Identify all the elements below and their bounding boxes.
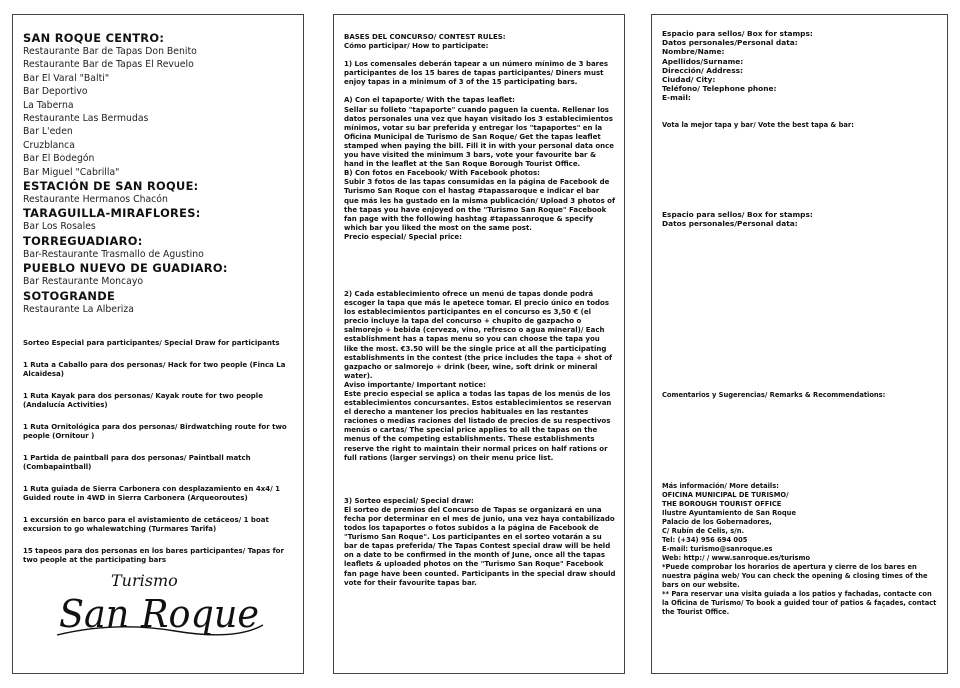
prize-item: 1 Ruta Ornitológica para dos personas/ Birdwatching route for two people (Ornitour ) bbox=[23, 423, 287, 441]
rule-3-body: El sorteo de premios del Concurso de Tapas se organizará en una fecha por determinar en el mes de junio, una vez haya contabilizado todos los tapaportes o fotos subidos a la página de Facebook de "Turismo San Roque". Los participantes en el sorteo votarán a su bar de tapas preferida/ The Tapas Contest special draw will be held on a date to be confirmed in the month of June, once all the tapas leaflets & uploaded photos on the "Turismo San Roque" Facebook fan page have been counted. Participants in the special draw should vote for their favourite tapas bar. bbox=[344, 505, 616, 587]
venue-item: Cruzblanca bbox=[23, 139, 75, 151]
rule-b-title: B) Con fotos en Facebook/ With Facebook photos: bbox=[344, 169, 540, 178]
info-line: C/ Rubín de Celis, s/n. bbox=[662, 527, 745, 536]
field-city-label: Ciudad/ City: bbox=[662, 75, 716, 85]
logo-san-roque-text: San Roque bbox=[59, 592, 259, 636]
venue-item: Restaurante Bar de Tapas El Revuelo bbox=[23, 59, 194, 71]
form-middle bbox=[662, 210, 939, 228]
rules-header: BASES DEL CONCURSO/ CONTEST RULES: bbox=[344, 33, 506, 41]
personal-data-label: Datos personales/Personal data: bbox=[662, 38, 798, 48]
venue-item: Bar Deportivo bbox=[23, 86, 88, 98]
field-name-label: Nombre/Name: bbox=[662, 47, 725, 57]
section-heading: ESTACIÓN DE SAN ROQUE: bbox=[23, 179, 199, 194]
field-email-label: E-mail: bbox=[662, 93, 691, 103]
section-heading: SAN ROQUE CENTRO: bbox=[23, 31, 165, 45]
venue-item: Restaurante Hermanos Chacón bbox=[23, 194, 168, 206]
rule-b-body: Subir 3 fotos de las tapas consumidas en la página de Facebook de Turismo San Roque con el hastag #tapassaroque e indicar el bar que más les ha gustado en la misma publicación/ Upload 3 photos of the tapas you have enjoyed on the "Turismo San Roque" Facebook fan page with the following hashtag #tapassanroque & specify which bar you liked the most on the same post. bbox=[344, 178, 616, 232]
field-address-label: Dirección/ Address: bbox=[662, 65, 743, 75]
section-heading: TARAGUILLA-MIRAFLORES: bbox=[23, 206, 201, 221]
logo-turismo-text: Turismo bbox=[111, 571, 178, 590]
contact-info bbox=[662, 482, 939, 617]
rule-a-title: A) Con el tapaporte/ With the tapas leaflet: bbox=[344, 96, 515, 105]
venue-item: Bar L'eden bbox=[23, 126, 73, 138]
venue-item: Restaurante La Alberiza bbox=[23, 303, 134, 315]
form-top bbox=[662, 29, 939, 103]
venue-item: La Taberna bbox=[23, 99, 74, 111]
venue-item: Restaurante Bar de Tapas Don Benito bbox=[23, 46, 197, 57]
info-line: E-mail: turismo@sanroque.es bbox=[662, 545, 773, 554]
rule-3-title: 3) Sorteo especial/ Special draw: bbox=[344, 496, 474, 505]
draw-title: Sorteo Especial para participantes/ Special Draw for participants bbox=[23, 339, 280, 348]
venues-panel bbox=[12, 14, 304, 674]
rules-text bbox=[344, 33, 616, 588]
section-heading: SOTOGRANDE bbox=[23, 288, 116, 303]
rule-2: 2) Cada establecimiento ofrece un menú de tapas donde podrá escoger la tapa que más le apetece tomar. El precio único en todos los establecimientos participantes en el concurso es 3,50 € (el precio incluye la tapa del concurso + chupito de gazpacho o salmorejo + bebida (cerveza, vino, refresco o agua mineral)/ Each establishment has a tapas menu so you can choose the tapa you like the most. €3.50 will be the single price at all the participating establishments in the contest (the price includes the tapa + shot of gazpacho or salmorejo + drink (beer, wine, soft drink or mineral water). bbox=[344, 289, 613, 380]
venue-item: Bar El Bodegón bbox=[23, 153, 95, 165]
prize-item: 1 Partida de paintball para dos personas/ Paintball match (Combapaintball) bbox=[23, 454, 251, 472]
rule-a-body: Sellar su folleto "tapaporte" cuando paguen la cuenta. Rellenar los datos personales una vez que hayan visitado los 3 establecimientos mínimos, votar su bar preferida y entregar los "tapaportes" en la Oficina Municipal de Turismo de San Roque/ Get the tapas leaflet stamped when paying the bill. Fill it in with your personal data once you have visited the minimum 3 bars, vote your favourite bar & hand in the leaflet at the San Roque Borough Tourist Office. bbox=[344, 105, 615, 169]
stamps-label: Espacio para sellos/ Box for stamps: bbox=[662, 29, 813, 38]
info-line: Web: http:/ / www.sanroque.es/turismo bbox=[662, 554, 811, 563]
info-line: Palacio de los Gobernadores, bbox=[662, 518, 772, 527]
rule-1: 1) Los comensales deberán tapear a un número mínimo de 3 bares participantes de los 15 bares de tapas participantes/ Diners must enjoy tapas in a minimum of 3 of the 15 participating bars. bbox=[344, 60, 609, 87]
venue-item: Restaurante Las Bermudas bbox=[23, 113, 149, 125]
notice-body: Este precio especial se aplica a todas las tapas de los menús de los establecimientos concursantes. Estos establecimientos se reservan el derecho a mantener los precios habituales en las restantes raciones o medias raciones del listado de precios de su respectivos menús o cartas/ The special price applies to all the tapas on the menus of the competing establishments. These establishments reserve the right to maintain their normal prices on half rations or full rations (larger servings) on their menu price list. bbox=[344, 390, 612, 462]
prize-item: 1 Ruta a Caballo para dos personas/ Hack for two people (Finca La Alcaidesa) bbox=[23, 361, 286, 379]
prize-item: 1 Ruta Kayak para dos personas/ Kayak route for two people (Andalucía Activities) bbox=[23, 392, 263, 410]
price-label: Precio especial/ Special price: bbox=[344, 232, 462, 241]
prize-item: 15 tapeos para dos personas en los bares participantes/ Tapas for two people at the participating bars bbox=[23, 547, 284, 565]
field-surname-label: Apellidos/Surname: bbox=[662, 56, 744, 66]
venue-list bbox=[23, 31, 295, 316]
vote-label: Vota la mejor tapa y bar/ Vote the best tapa & bar: bbox=[662, 120, 854, 129]
form-panel bbox=[651, 14, 948, 674]
field-phone-label: Teléfono/ Telephone phone: bbox=[662, 84, 777, 94]
note-opening-times: *Puede comprobar los horarios de apertura y cierre de los bares en nuestra página web/ You can check the opening & closing times of the bars on our website. bbox=[662, 563, 928, 590]
notice-title: Aviso importante/ Important notice: bbox=[344, 380, 486, 389]
info-line: Ilustre Ayuntamiento de San Roque bbox=[662, 509, 796, 518]
info-line: THE BOROUGH TOURIST OFFICE bbox=[662, 500, 782, 509]
turismo-san-roque-logo bbox=[55, 559, 265, 643]
venue-item: Bar Miguel "Cabrilla" bbox=[23, 166, 120, 178]
note-guided-tour: ** Para reservar una visita guiada a los patios y fachadas, contacte con la Oficina de Turismo/ To book a guided tour of patios & façades, contact the Tourist Office. bbox=[662, 590, 937, 617]
info-line: OFICINA MUNICIPAL DE TURISMO/ bbox=[662, 491, 789, 500]
comments-label: Comentarios y Sugerencias/ Remarks & Recommendations: bbox=[662, 391, 886, 400]
section-heading: PUEBLO NUEVO DE GUADIARO: bbox=[23, 261, 228, 276]
section-heading: TORREGUADIARO: bbox=[23, 233, 143, 248]
rules-subheader: Cómo participar/ How to participate: bbox=[344, 42, 489, 51]
prize-item: 1 excursión en barco para el avistamiento de cetáceos/ 1 boat excursion to go whalewatching (Turmares Tarifa) bbox=[23, 516, 269, 534]
venue-item: Bar El Varal "Balti" bbox=[23, 72, 110, 84]
prize-item: 1 Ruta guiada de Sierra Carbonera con desplazamiento en 4x4/ 1 Guided route in 4WD in Sierra Carbonera (Arqueoroutes) bbox=[23, 485, 280, 503]
personal-data-label-2: Datos personales/Personal data: bbox=[662, 218, 798, 228]
info-line: Más información/ More details: bbox=[662, 482, 779, 491]
rules-panel bbox=[333, 14, 625, 674]
venue-item: Bar Los Rosales bbox=[23, 221, 96, 233]
stamps-label-2: Espacio para sellos/ Box for stamps: bbox=[662, 209, 813, 219]
venue-item: Bar Restaurante Moncayo bbox=[23, 276, 144, 288]
info-line: Tel: (+34) 956 694 005 bbox=[662, 536, 748, 545]
venue-item: Bar-Restaurante Trasmallo de Agustino bbox=[23, 248, 204, 260]
